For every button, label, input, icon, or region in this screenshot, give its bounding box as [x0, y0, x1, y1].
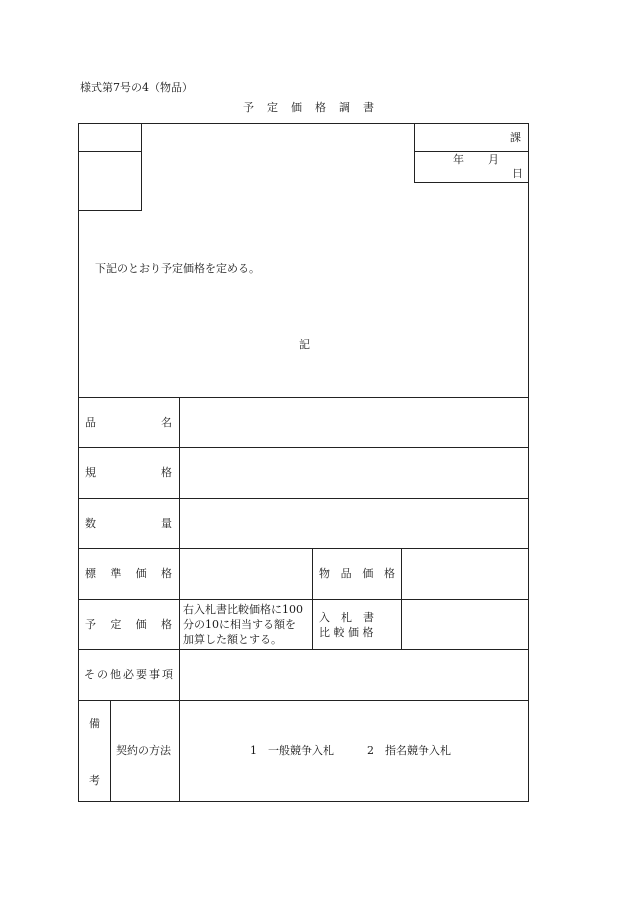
other-matters-label: その他必要事項 [84, 668, 175, 681]
table-top-line [78, 397, 529, 398]
row-line-6 [78, 700, 529, 701]
bid-compare-price-label: 入 札 書 比 較 価 格 [319, 611, 374, 639]
year-label: 年 [453, 153, 464, 166]
top-left-box-right-border [141, 123, 142, 211]
stamp-box-left-border [414, 123, 415, 183]
stamp-box-bottom [414, 182, 529, 183]
form-label: 様式第7号の4（物品） [80, 81, 193, 94]
document-title: 予定価格調書 [243, 101, 387, 114]
spec-label: 規 格 [85, 466, 172, 479]
row-line-1 [78, 447, 529, 448]
stamp-box-divider [414, 151, 529, 152]
row-line-3 [78, 548, 529, 549]
price-column-line-2 [401, 548, 402, 650]
remarks-label-bottom: 考 [89, 774, 100, 787]
planned-price-note: 右入札書比較価格に100 分の10に相当する額を 加算した額とする。 [183, 603, 303, 646]
row-line-4 [78, 599, 529, 600]
contract-method-value: 1 一般競争入札 2 指名競争入札 [250, 744, 451, 757]
top-left-box-divider [78, 151, 142, 152]
planned-price-label: 予 定 価 格 [85, 618, 172, 631]
label-column-line [179, 397, 180, 802]
ki-label: 記 [299, 338, 310, 351]
row-line-2 [78, 498, 529, 499]
contract-method-label: 契約の方法 [116, 744, 171, 757]
remarks-label-top: 備 [89, 717, 100, 730]
standard-price-label: 標 準 価 格 [85, 567, 172, 580]
section-suffix: 課 [510, 131, 521, 144]
goods-price-label: 物 品 価 格 [319, 567, 395, 580]
quantity-label: 数 量 [85, 517, 172, 530]
statement-text: 下記のとおり予定価格を定める。 [95, 262, 260, 275]
item-name-label: 品 名 [85, 416, 172, 429]
top-left-box-bottom [78, 210, 142, 211]
row-line-5 [78, 649, 529, 650]
day-label: 日 [512, 167, 523, 180]
month-label: 月 [488, 153, 499, 166]
price-column-line-1 [312, 548, 313, 650]
remarks-column-line [110, 700, 111, 802]
